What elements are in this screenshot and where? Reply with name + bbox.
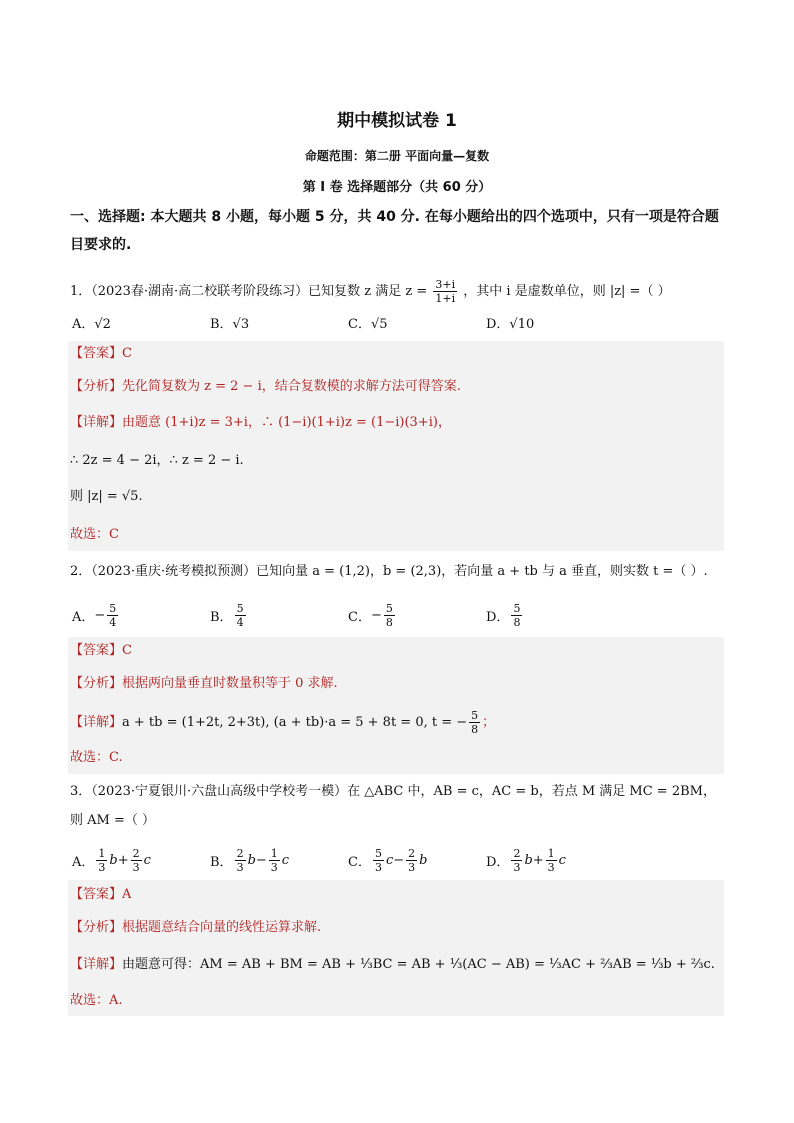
detail-line: 【详解】由题意 (1+i)z = 3+i，∴ (1−i)(1+i)z = (1−i)(3+i)， [70,415,451,430]
analysis-line: 【分析】先化简复数为 z = 2 − i，结合复数模的求解方法可得答案. [70,379,461,394]
option-a[interactable]: A． $\frac{1}{3}$ b + $\frac{2}{3}$ c [72,846,151,874]
solution-block-1 [68,341,724,551]
question-3-stem: 3．（2023·宁夏银川·六盘山高级中学校考一模）在 △ABC 中，AB = c，AC = b，若点 M 满足 MC = 2BM， [70,784,716,799]
option-a[interactable]: A．√2 [72,316,111,332]
question-3-stem-2: 则 AM =（ ） [70,813,155,828]
question-1-stem: 1．（2023春·湖南·高二校联考阶段练习）已知复数 z 满足 z = $\frac{3+i}{1+i}$ ，其中 i 是虚数单位，则 |z| =（ ） [70,278,671,305]
fraction: $\frac{3+i}{1+i}$ [435,278,456,305]
choice-line: 故选：A. [70,993,123,1008]
choice-line: 故选：C [70,527,119,542]
option-c[interactable]: C．√5 [348,316,388,332]
section-instructions: 一、选择题: 本大题共 8 小题，每小题 5 分，共 40 分. 在每小题给出的四个选项中，只有一项是符合题目要求的. [70,209,719,253]
question-1-options [70,304,725,340]
option-b[interactable]: B．√3 [210,316,250,332]
answer-line: 【答案】C [70,346,132,361]
answer-line: 【答案】A [70,887,132,902]
question-3-options [70,842,725,878]
option-c[interactable]: C． $\frac{5}{3}$ c − $\frac{2}{3}$ b [348,846,428,874]
option-d[interactable]: D． $\frac{5}{8}$ [486,601,521,629]
option-a[interactable]: A． − $\frac{5}{4}$ [72,601,117,629]
option-b[interactable]: B． $\frac{5}{4}$ [210,601,244,629]
option-d[interactable]: D．√10 [486,316,535,332]
page-subtitle: 命题范围：第二册 平面向量—复数 [304,149,490,163]
analysis-line: 【分析】根据题意结合向量的线性运算求解. [70,920,322,935]
detail-line-3: 则 |z| = √5. [70,489,143,504]
question-2-options [70,597,725,633]
option-b[interactable]: B． $\frac{2}{3}$ b − $\frac{1}{3}$ c [210,846,290,874]
part-heading: 第 I 卷 选择题部分（共 60 分） [302,180,492,195]
option-d[interactable]: D． $\frac{2}{3}$ b + $\frac{1}{3}$ c [486,846,566,874]
question-2-stem: 2．（2023·重庆·统考模拟预测）已知向量 a = (1,2)，b = (2,3)，若向量 a + tb 与 a 垂直，则实数 t =（ ）. [70,564,708,579]
answer-line: 【答案】C [70,643,132,658]
detail-line: 【详解】a + tb = (1+2t, 2+3t), (a + tb)·a = 5 + 8t = 0, t = − $\frac{5}{8}$ ； [70,709,496,736]
analysis-line: 【分析】根据两向量垂直时数量积等于 0 求解. [70,676,338,691]
detail-line: 【详解】由题意可得：AM = AB + BM = AB + ⅓BC = AB + ⅓(AC − AB) = ⅓AC + ⅔AB = ⅓b + ⅔c. [70,957,715,972]
option-c[interactable]: C． − $\frac{5}{8}$ [348,601,393,629]
choice-line: 故选：C. [70,750,123,765]
detail-line-2: ∴ 2z = 4 − 2i，∴ z = 2 − i. [70,453,244,468]
page-title: 期中模拟试卷 1 [337,111,457,131]
